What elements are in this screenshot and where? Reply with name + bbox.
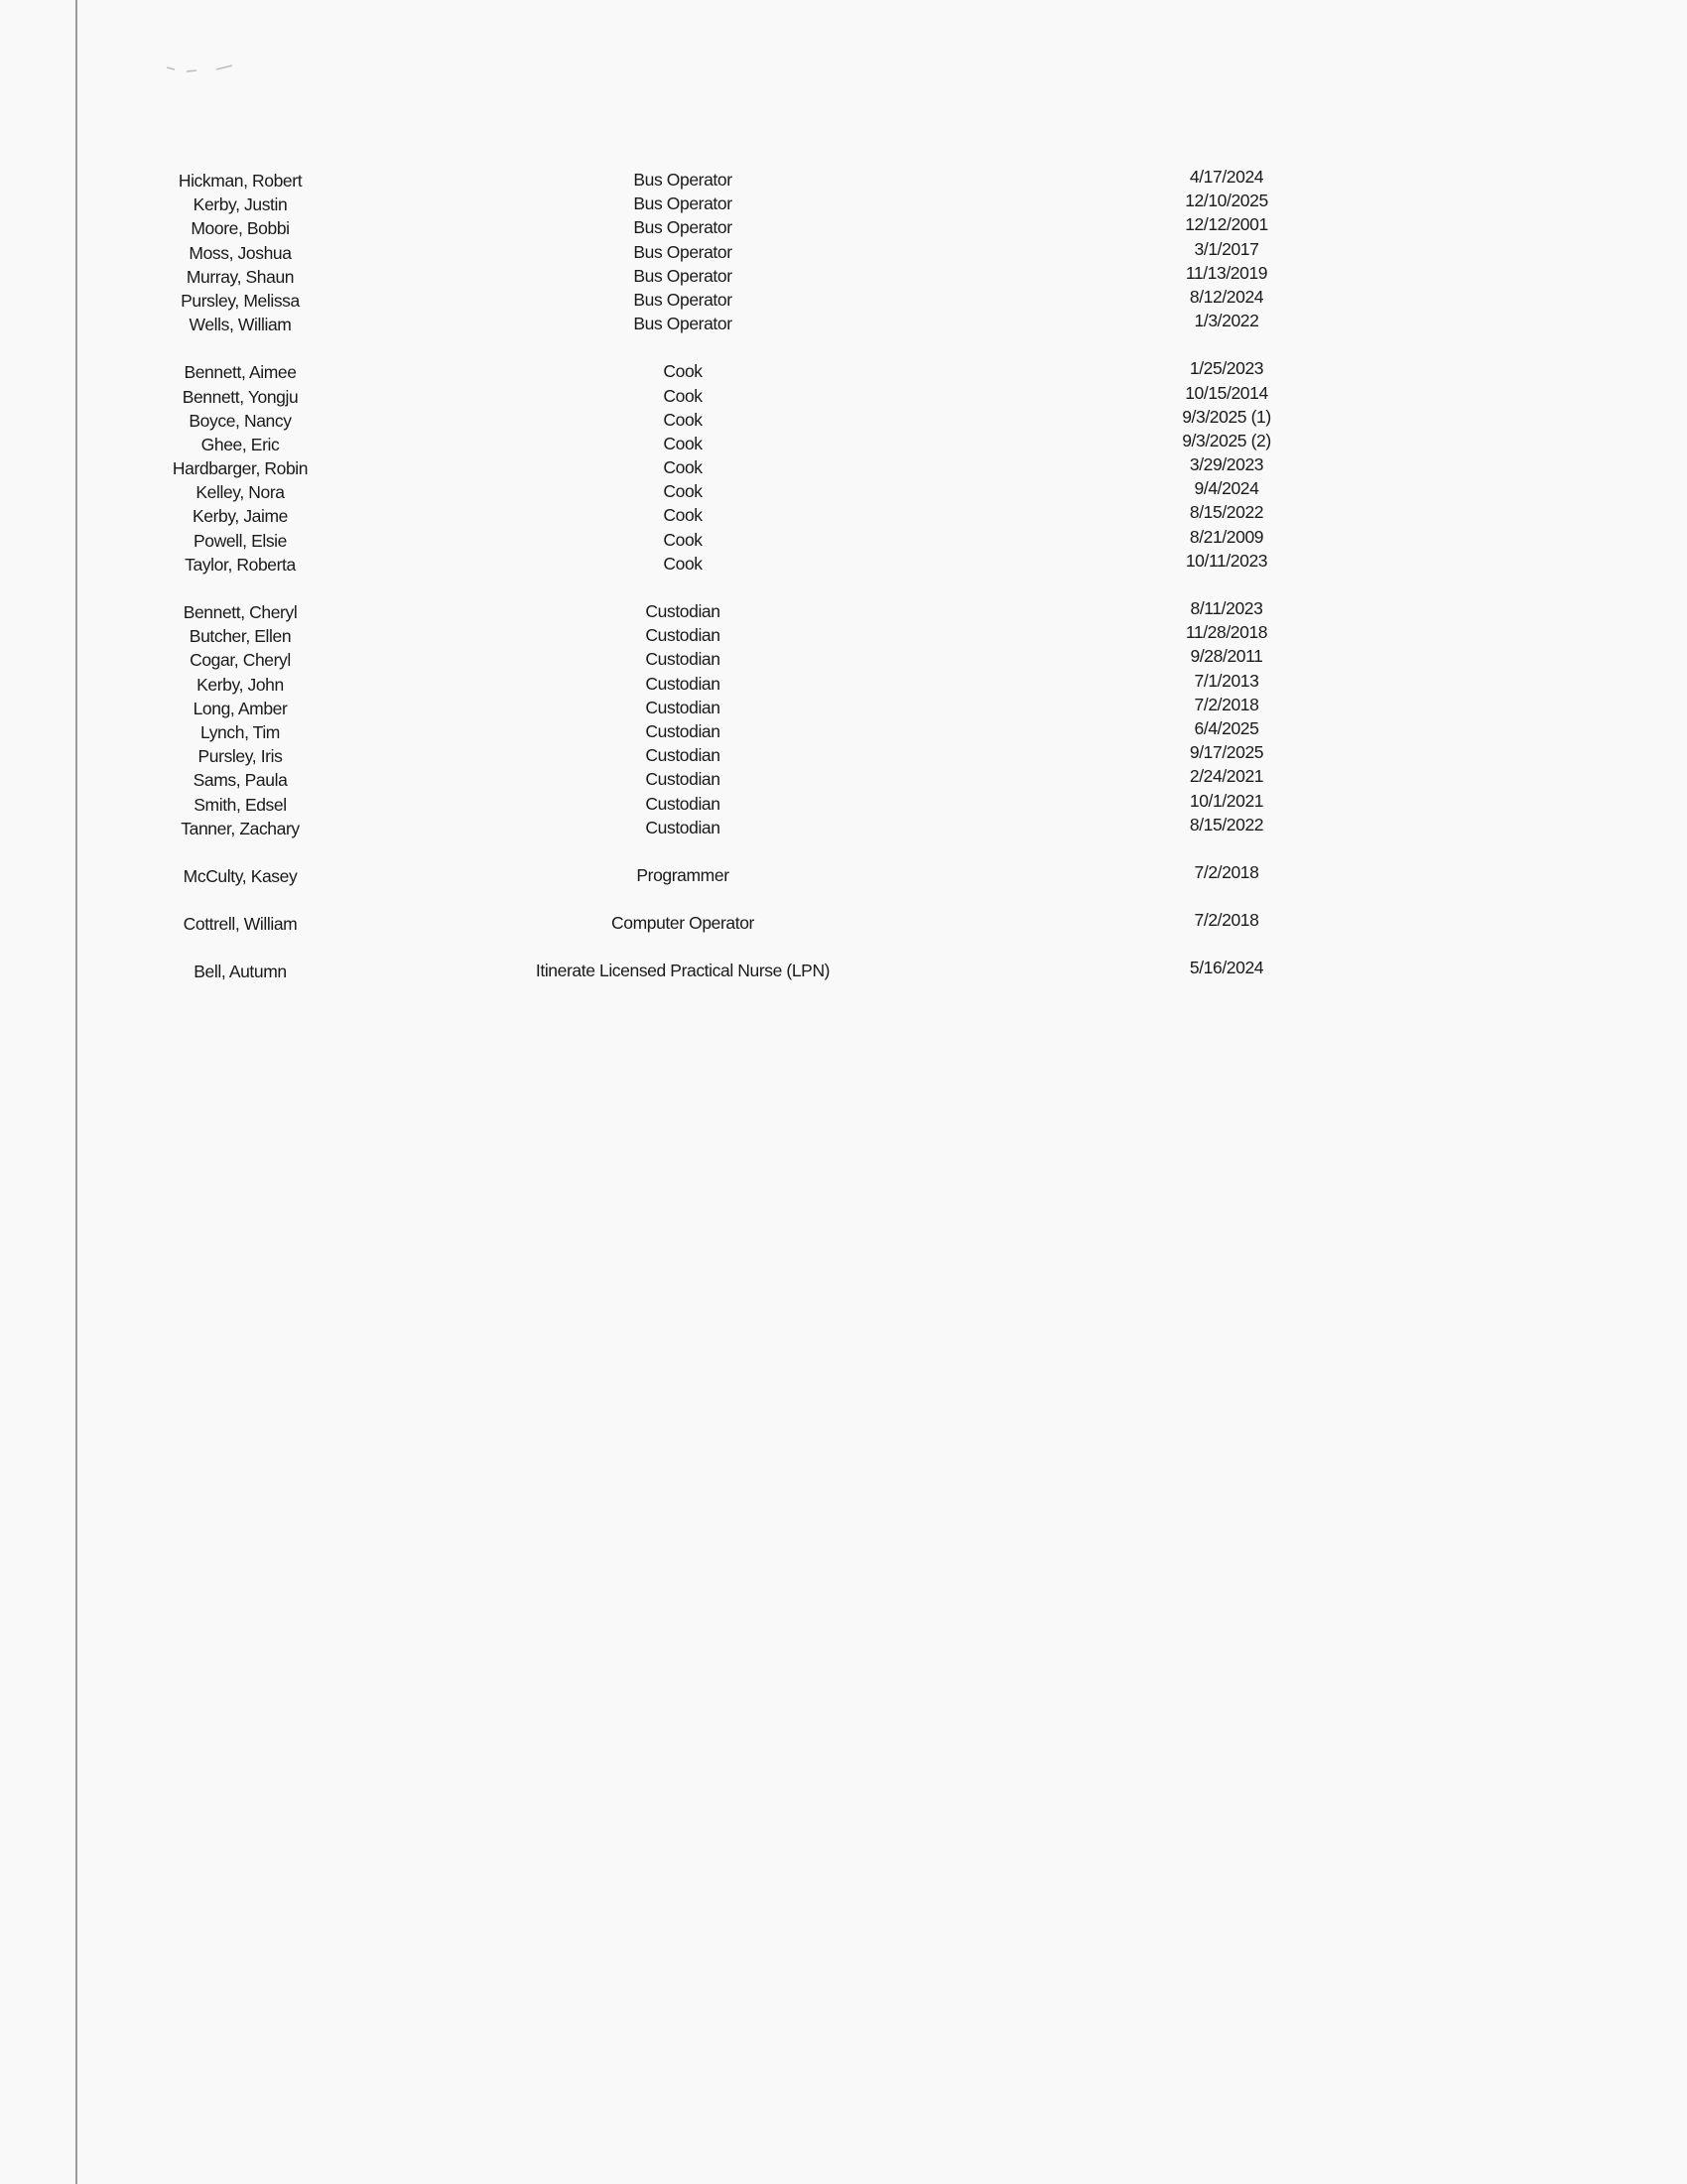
job-title: Cook [663,385,703,406]
job-title: Bus Operator [633,193,732,214]
job-title: Cook [663,481,703,502]
employee-name: Ghee, Eric [200,434,280,454]
employee-name: Kerby, John [196,674,284,695]
job-title: Custodian [645,673,720,694]
hire-date: 7/2/2018 [1194,694,1259,714]
staff-group [0,167,1687,338]
employee-name: Moss, Joshua [189,242,292,263]
job-title: Custodian [645,720,720,741]
table-row [0,550,1687,578]
hire-date: 3/1/2017 [1194,238,1259,259]
hire-date: 4/17/2024 [1189,167,1264,187]
job-title: Custodian [645,601,720,621]
job-title: Bus Operator [633,314,732,334]
table-row [0,910,1687,938]
table-row [0,861,1687,890]
table-row [0,670,1687,699]
hire-date: 6/4/2025 [1194,717,1259,738]
hire-date: 9/17/2025 [1189,742,1264,763]
hire-date: 9/4/2024 [1194,478,1259,499]
table-row [0,717,1687,746]
job-title: Bus Operator [633,265,732,286]
table-row [0,958,1687,985]
hire-date: 1/3/2022 [1194,311,1259,331]
table-row [0,430,1687,458]
employee-name: Bennett, Aimee [184,362,297,383]
employee-name: Tanner, Zachary [181,818,300,838]
employee-name: Butcher, Ellen [189,626,292,647]
table-row [0,598,1687,626]
table-row [0,814,1687,842]
staff-group [0,958,1687,985]
hire-date: 8/12/2024 [1189,286,1264,307]
table-row [0,478,1687,506]
table-row [0,382,1687,411]
employee-name: Lynch, Tim [200,721,280,742]
employee-name: Bennett, Cheryl [183,602,298,622]
table-row [0,167,1687,194]
table-row [0,694,1687,722]
hire-date: 3/29/2023 [1189,454,1264,475]
hire-date: 7/1/2013 [1194,670,1259,691]
employee-name: Cottrell, William [183,914,298,935]
hire-date: 11/13/2019 [1185,262,1268,283]
table-row [0,790,1687,819]
job-title: Custodian [645,649,720,670]
hire-date: 10/11/2023 [1185,550,1268,571]
hire-date: 2/24/2021 [1189,766,1264,787]
table-row [0,526,1687,555]
job-title: Cook [663,409,703,430]
employee-name: Kelley, Nora [195,482,285,503]
hire-date: 12/12/2001 [1185,214,1268,235]
employee-name: Smith, Edsel [194,794,287,815]
employee-name: Murray, Shaun [186,266,295,287]
hire-date: 9/3/2025 (2) [1182,430,1271,450]
job-title: Cook [663,529,703,550]
scan-smudge-mark [167,64,270,75]
employee-name: Taylor, Roberta [185,554,296,575]
staff-group [0,358,1687,578]
job-title: Cook [663,457,703,478]
employee-name: Cogar, Cheryl [190,650,291,671]
hire-date: 12/10/2025 [1185,191,1268,211]
employee-name: Long, Amber [193,698,288,718]
employee-name: Boyce, Nancy [189,410,292,431]
job-title: Custodian [645,769,720,790]
hire-date: 9/28/2011 [1190,646,1263,667]
job-title: Cook [663,553,703,574]
employee-name: Moore, Bobbi [191,218,290,239]
job-title: Bus Operator [633,217,732,238]
job-title: Programmer [636,864,729,885]
job-title: Cook [663,361,703,382]
table-row [0,622,1687,650]
employee-name: Pursley, Melissa [181,290,300,311]
table-row [0,286,1687,315]
staff-list [0,167,1687,1009]
table-row [0,311,1687,338]
job-title: Custodian [645,793,720,814]
employee-name: Kerby, Jaime [192,506,289,527]
staff-group [0,598,1687,842]
table-row [0,502,1687,530]
staff-group [0,910,1687,938]
job-title: Cook [663,433,703,453]
hire-date: 8/15/2022 [1189,502,1264,523]
hire-date: 7/2/2018 [1194,910,1259,931]
table-row [0,262,1687,291]
employee-name: Kerby, Justin [193,194,288,215]
staff-group [0,861,1687,890]
employee-name: Hickman, Robert [178,171,303,191]
hire-date: 10/15/2014 [1185,382,1268,403]
hire-date: 7/2/2018 [1194,861,1259,882]
hire-date: 1/25/2023 [1189,358,1264,379]
employee-name: Wells, William [189,315,292,335]
job-title: Computer Operator [611,913,754,934]
hire-date: 8/15/2022 [1189,814,1264,835]
hire-date: 10/1/2021 [1189,790,1264,811]
hire-date: 8/21/2009 [1189,526,1264,547]
hire-date: 9/3/2025 (1) [1182,406,1271,427]
job-title: Custodian [645,697,720,717]
table-row [0,766,1687,794]
employee-name: Powell, Elsie [193,530,288,551]
job-title: Bus Operator [633,289,732,310]
employee-name: Bell, Autumn [194,962,287,982]
table-row [0,238,1687,267]
table-row [0,191,1687,218]
job-title: Custodian [645,625,720,646]
job-title: Bus Operator [633,241,732,262]
job-title: Itinerate Licensed Practical Nurse (LPN) [535,961,831,981]
job-title: Custodian [645,817,720,837]
employee-name: Pursley, Iris [197,746,283,767]
employee-name: Hardbarger, Robin [172,458,309,479]
hire-date: 8/11/2023 [1190,598,1263,618]
table-row [0,742,1687,770]
employee-name: Bennett, Yongju [182,386,299,407]
table-row [0,646,1687,674]
hire-date: 11/28/2018 [1185,622,1268,643]
hire-date: 5/16/2024 [1189,958,1264,978]
employee-name: Sams, Paula [193,770,288,791]
table-row [0,358,1687,386]
job-title: Bus Operator [633,170,732,190]
job-title: Cook [663,505,703,526]
table-row [0,406,1687,435]
table-row [0,214,1687,242]
employee-name: McCulty, Kasey [183,865,298,886]
table-row [0,454,1687,482]
job-title: Custodian [645,745,720,766]
